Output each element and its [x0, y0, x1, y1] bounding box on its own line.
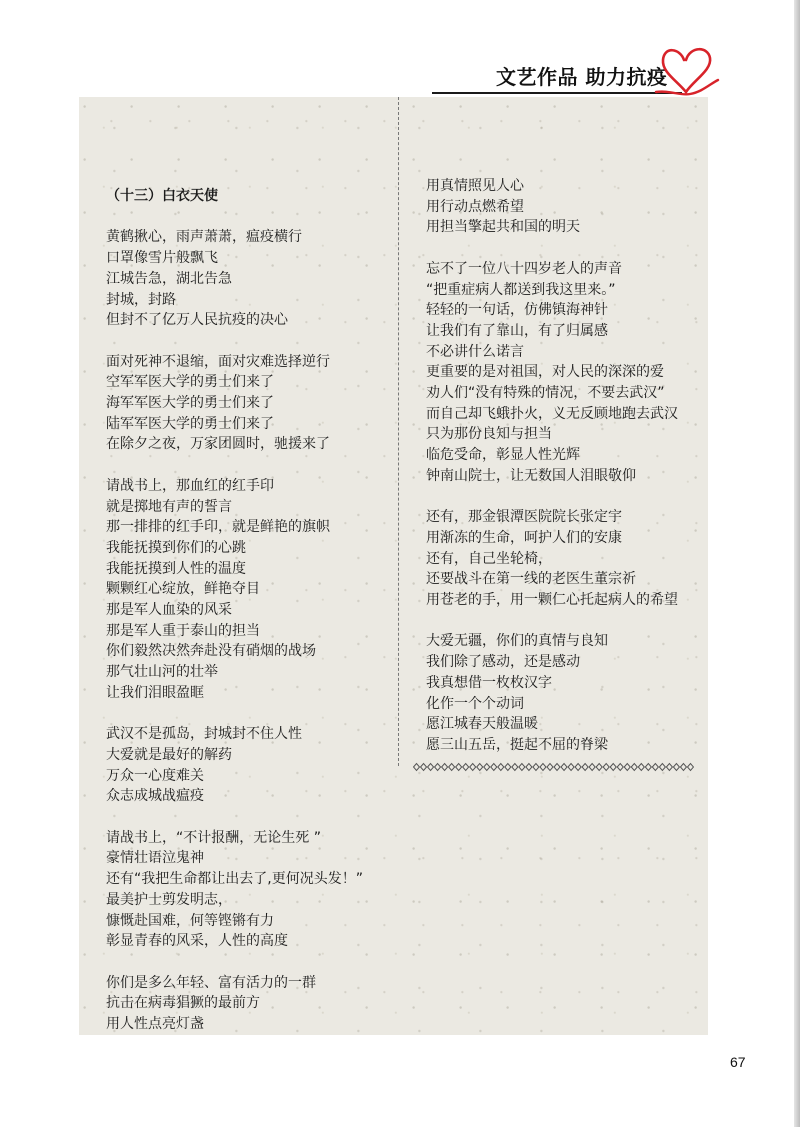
poem-stanza: [426, 507, 678, 611]
ornament-diamond: [638, 764, 644, 771]
poem-line: 用行动点燃希望: [426, 198, 524, 215]
poem-line: 更重要的是对祖国，对人民的深深的爱: [426, 364, 664, 381]
ornament-diamond: [540, 764, 546, 771]
ornament-diamond: [575, 764, 581, 771]
poem-line: 用苍老的手，用一颗仁心托起病人的希望: [426, 592, 678, 609]
ornament-diamond: [666, 764, 672, 771]
poem-line: 不必讲什么诺言: [426, 343, 524, 360]
poem-line: 我真想借一枚枚汉字: [426, 674, 552, 691]
poem-line: 万众一心度难关: [106, 767, 204, 784]
poem-line: 海军军医大学的勇士们来了: [106, 395, 274, 411]
poem-line: “把重症病人都送到我这里来。”: [426, 281, 616, 298]
ornament-diamond: [687, 764, 693, 771]
ornament-diamond: [554, 764, 560, 771]
poem-stanza: [426, 631, 678, 755]
poem-line: 彰显青春的风采，人性的高度: [106, 933, 288, 950]
poem-line: 我能抚摸到你们的心跳: [106, 539, 246, 556]
poem-line: 劝人们“没有特殊的情况，不要去武汉”: [426, 385, 665, 402]
poem-line: 众志成城战瘟疫: [106, 788, 204, 805]
poem-stanza: [106, 476, 363, 704]
poem-line: 但封不了亿万人民抗疫的决心: [106, 312, 288, 329]
diamond-chain-ornament: [413, 762, 694, 772]
poem-line: 我能抚摸到人性的温度: [106, 560, 246, 577]
ornament-diamond: [421, 764, 427, 771]
poem-line: 而自己却飞蛾扑火，义无反顾地跑去武汉: [426, 405, 678, 422]
poem-line: 还有，自己坐轮椅，: [426, 550, 552, 567]
poem-left-column: [106, 186, 363, 1055]
poem-line: 让我们泪眼盈眶: [106, 684, 204, 701]
ornament-diamond: [624, 764, 630, 771]
poem-line: 还要战斗在第一线的老医生董宗祈: [426, 571, 636, 588]
poem-line: 那气壮山河的壮举: [106, 664, 218, 681]
ornament-diamond: [435, 764, 441, 771]
poem-line: 忘不了一位八十四岁老人的声音: [426, 260, 622, 277]
ornament-diamond: [526, 764, 532, 771]
poem-line: 你们毅然决然奔赴没有硝烟的战场: [106, 643, 316, 660]
ornament-diamond: [659, 764, 665, 771]
ornament-diamond: [673, 764, 679, 771]
poem-line: 口罩像雪片般飘飞: [106, 250, 218, 267]
poem-line: 你们是多么年轻、富有活力的一群: [106, 974, 316, 991]
poem-line: 愿三山五岳，挺起不屈的脊梁: [426, 736, 608, 753]
ornament-diamond: [617, 764, 623, 771]
poem-line: 化作一个个动词: [426, 695, 524, 712]
ornament-diamond: [652, 764, 658, 771]
poem-line: 就是掷地有声的誓言: [106, 498, 232, 515]
poem-stanza: [106, 724, 363, 807]
ornament-diamond: [414, 764, 420, 771]
heart-ribbon-icon: [650, 40, 720, 100]
poem-line: 慷慨赴国难，何等铿锵有力: [106, 912, 274, 929]
ornament-diamond: [589, 764, 595, 771]
poem-line: 封城，封路: [106, 291, 176, 308]
poem-line: 武汉不是孤岛，封城封不住人性: [106, 726, 302, 743]
poem-line: 那一排排的红手印，就是鲜艳的旗帜: [106, 519, 330, 536]
ornament-diamond: [533, 764, 539, 771]
poem-line: 钟南山院士，让无数国人泪眼敬仰: [426, 467, 636, 484]
poem-stanza: [426, 259, 678, 487]
ornament-diamond: [603, 764, 609, 771]
ornament-diamond: [456, 764, 462, 771]
poem-line: 在除夕之夜，万家团圆时，驰援来了: [106, 436, 330, 453]
poem-line: 我们除了感动，还是感动: [426, 654, 580, 671]
page-number: 67: [730, 1054, 746, 1070]
ornament-diamond: [505, 764, 511, 771]
ornament-diamond: [596, 764, 602, 771]
poem-right-column: [426, 176, 678, 776]
poem-line: 请战书上，那血红的红手印: [106, 477, 274, 494]
ornament-diamond: [470, 764, 476, 771]
ornament-diamond: [561, 764, 567, 771]
ornament-diamond: [477, 764, 483, 771]
poem-line: 轻轻的一句话，仿佛镇海神针: [426, 302, 608, 319]
poem-line: 用渐冻的生命，呵护人们的安康: [426, 529, 622, 546]
ornament-diamond: [442, 764, 448, 771]
column-divider: [398, 97, 399, 766]
ornament-diamond: [610, 764, 616, 771]
poem-line: 那是军人重于泰山的担当: [106, 622, 260, 639]
ornament-diamond: [463, 764, 469, 771]
poem-line: 那是军人血染的风采: [106, 602, 232, 619]
header-underline: [432, 92, 682, 94]
poem-line: 愿江城春天般温暖: [426, 716, 538, 733]
poem-line: 还有，那金银潭医院院长张定宇: [426, 509, 622, 526]
ornament-diamond: [547, 764, 553, 771]
poem-stanza: [106, 352, 363, 456]
ornament-diamond: [484, 764, 490, 771]
page-edge-shadow: [794, 0, 800, 1127]
poem-stanza: [426, 176, 678, 238]
poem-stanza: [106, 828, 363, 952]
poem-line: 最美护士剪发明志，: [106, 891, 232, 908]
poem-line: 黄鹤揪心，雨声萧萧，瘟疫横行: [106, 229, 302, 246]
ornament-diamond: [512, 764, 518, 771]
poem-line: 大爱就是最好的解药: [106, 746, 232, 763]
poem-line: 请战书上，“不计报酬，无论生死 ”: [106, 829, 321, 846]
poem-stanza: [106, 973, 363, 1035]
ornament-diamond: [449, 764, 455, 771]
poem-line: 用真情照见人心: [426, 178, 524, 194]
poem-title: （十三）白衣天使: [106, 188, 218, 204]
poem-line: 让我们有了靠山，有了归属感: [426, 322, 608, 339]
poem-line: 颗颗红心绽放，鲜艳夺目: [106, 581, 260, 598]
ornament-diamond: [428, 764, 434, 771]
ornament-diamond: [491, 764, 497, 771]
poem-line: 空军军医大学的勇士们来了: [106, 374, 274, 391]
poem-line: 抗击在病毒猖獗的最前方: [106, 995, 260, 1012]
ornament-diamond: [645, 764, 651, 771]
poem-line: 豪情壮语泣鬼神: [106, 850, 204, 867]
poem-line: 大爱无疆，你们的真情与良知: [426, 633, 608, 650]
poem-line: 面对死神不退缩，面对灾难选择逆行: [106, 353, 330, 370]
poem-line: 陆军军医大学的勇士们来了: [106, 415, 274, 432]
poem-line: 临危受命，彰显人性光辉: [426, 447, 580, 464]
ornament-diamond: [519, 764, 525, 771]
ornament-diamond: [680, 764, 686, 771]
section-header-title: 文艺作品 助力抗疫: [496, 65, 668, 89]
poem-line: 用人性点亮灯盏: [106, 1016, 204, 1033]
ornament-diamond: [568, 764, 574, 771]
ornament-diamond: [631, 764, 637, 771]
ornament-diamond: [498, 764, 504, 771]
poem-line: 江城告急，湖北告急: [106, 270, 232, 287]
poem-line: 用担当擎起共和国的明天: [426, 219, 580, 236]
ornament-diamond: [582, 764, 588, 771]
poem-line: 只为那份良知与担当: [426, 426, 552, 443]
poem-line: 还有“我把生命都让出去了,更何况头发！”: [106, 871, 363, 888]
poem-stanza: [106, 227, 363, 331]
